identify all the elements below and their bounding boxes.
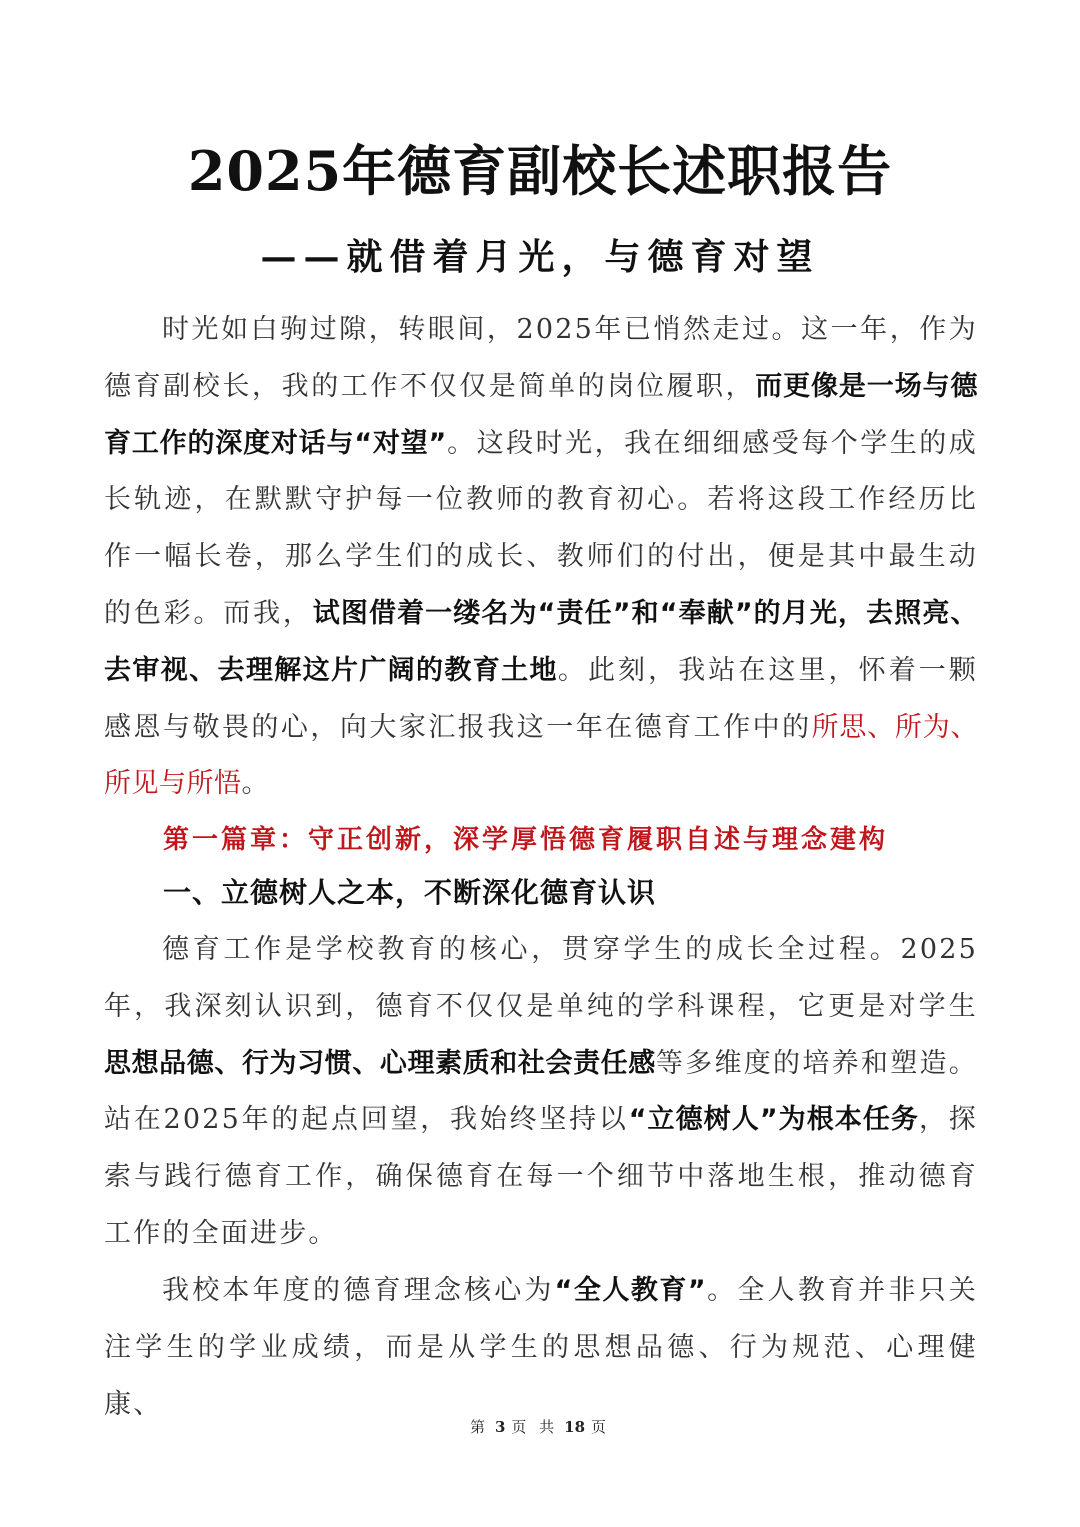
intro-text-1: 时光如白驹过隙，转眼间，2025年已悄然走过。这一年，作为德育副校长，我的工作不仅仅是简单的岗位履职， (104, 314, 978, 402)
section-heading: 一、立德树人之本，不断深化德育认识 (163, 876, 657, 909)
s1p2-text-2: 。全人教育并非只关注学生的学业成绩，而是从学生的思想品德、行为规范、心理健康、 (104, 1275, 978, 1420)
s1p2-emphasis-1: “全人教育” (554, 1275, 707, 1306)
s1p1-text-2: 等多维度的培养和塑造。站在2025年的起点回望，我始终坚持以 (104, 1047, 979, 1136)
page-footer (0, 1415, 1080, 1439)
document-title: 2025年德育副校长述职报告 (187, 139, 893, 203)
intro-text-2: 。这段时光，我在细细感受每个学生的成长轨迹，在默默守护每一位教师的教育初心。若将这段工作经历比作一幅长卷，那么学生们的成长、教师们的付出，便是其中最生动的色彩。而我， (104, 427, 978, 629)
intro-highlight: 所思、所为、所见与所悟 (104, 711, 978, 800)
s1p1-text-1: 德育工作是学校教育的核心，贯穿学生的成长全过程。2025年，我深刻认识到，德育不仅仅是单纯的学科课程，它更是对学生 (104, 934, 978, 1022)
section-paragraph-2 (104, 1263, 978, 1433)
intro-emphasis-2: 试图借着一缕名为“责任”和“奉献”的月光，去照亮、去审视、去理解这片广阔的教育土地 (104, 597, 978, 686)
intro-text-4: 。 (241, 768, 271, 800)
s1p2-text-1: 我校本年度的德育理念核心为 (162, 1275, 555, 1306)
s1p1-emphasis-1: 思想品德、行为习惯、心理素质和社会责任感 (104, 1047, 656, 1079)
document-subtitle: ——就借着月光，与德育对望 (260, 236, 820, 278)
intro-text-3: 。此刻，我站在这里，怀着一颗感恩与敬畏的心，向大家汇报我这一年在德育工作中的 (104, 654, 978, 743)
s1p1-text-3: ，探索与践行德育工作，确保德育在每一个细节中落地生根，推动德育工作的全面进步。 (104, 1104, 978, 1249)
footer-page-number: 3 (494, 1418, 506, 1436)
footer-middle: 页 共 (511, 1418, 559, 1436)
footer-prefix: 第 (469, 1418, 489, 1436)
intro-emphasis-1: 而更像是一场与德育工作的深度对话与“对望” (104, 370, 979, 459)
intro-paragraph (104, 302, 978, 813)
chapter-heading: 第一篇章：守正创新，深学厚悟德育履职自述与理念建构 (163, 825, 889, 855)
footer-suffix: 页 (591, 1418, 611, 1436)
footer-total-pages: 18 (564, 1418, 586, 1436)
section-paragraph-1 (104, 922, 978, 1263)
s1p1-emphasis-2: “立德树人”为根本任务 (628, 1104, 920, 1136)
